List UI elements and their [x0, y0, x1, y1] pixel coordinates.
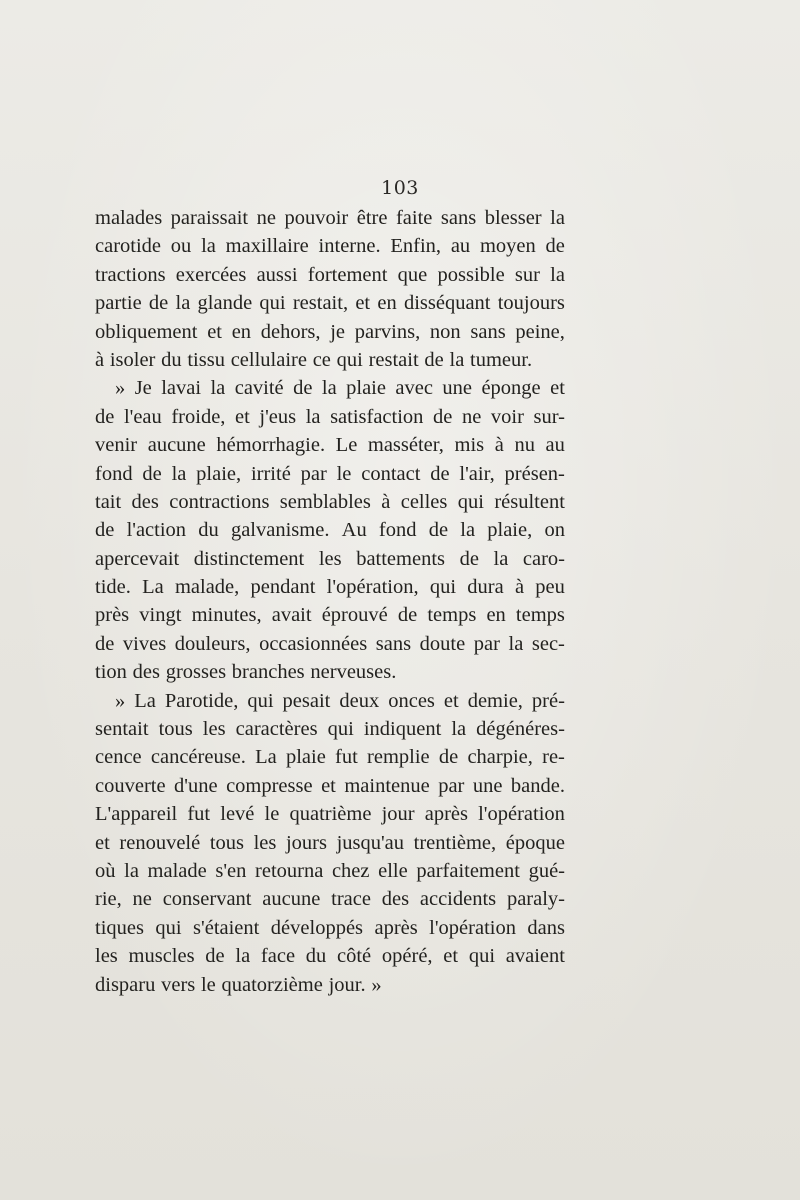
text-line: carotide ou la maxillaire interne. Enfin, au moyen de: [95, 235, 565, 258]
text-line: tractions exercées aussi fortement que possible sur la: [95, 263, 565, 286]
text-line: de l'eau froide, et j'eus la satisfaction de ne voir sur-: [95, 405, 565, 428]
text-line: couverte d'une compresse et maintenue par une bande.: [95, 774, 565, 797]
text-line: tait des contractions semblables à celles qui résultent: [95, 490, 565, 513]
text-line: tiques qui s'étaient développés après l'opération dans: [95, 916, 565, 939]
text-line: obliquement et en dehors, je parvins, non sans peine,: [95, 320, 565, 343]
text-line: rie, ne conservant aucune trace des accidents paraly-: [95, 888, 565, 911]
text-line: apercevait distinctement les battements de la caro-: [95, 547, 565, 570]
text-line: venir aucune hémorrhagie. Le masséter, mis à nu au: [95, 434, 565, 457]
text-line: à isoler du tissu cellulaire ce qui restait de la tumeur.: [95, 348, 533, 371]
text-line: près vingt minutes, avait éprouvé de temps en temps: [95, 604, 565, 627]
page-number: 103: [381, 177, 419, 199]
text-line: les muscles de la face du côté opéré, et qui avaient: [95, 945, 565, 968]
text-line: » Je lavai la cavité de la plaie avec une éponge et: [115, 377, 565, 400]
text-line: L'appareil fut levé le quatrième jour après l'opération: [95, 803, 565, 826]
text-line: et renouvelé tous les jours jusqu'au trentième, époque: [95, 831, 565, 854]
text-line: où la malade s'en retourna chez elle parfaitement gué-: [95, 859, 565, 882]
text-line: disparu vers le quatorzième jour. »: [95, 973, 382, 996]
text-line: de vives douleurs, occasionnées sans doute par la sec-: [95, 632, 565, 655]
text-line: sentait tous les caractères qui indiquent la dégénéres-: [95, 718, 565, 741]
text-line: fond de la plaie, irrité par le contact de l'air, présen-: [95, 462, 565, 485]
text-line: tion des grosses branches nerveuses.: [95, 661, 397, 684]
body-text: [95, 204, 565, 999]
text-line: cence cancéreuse. La plaie fut remplie de charpie, re-: [95, 746, 565, 769]
text-line: de l'action du galvanisme. Au fond de la plaie, on: [95, 519, 565, 542]
text-line: malades paraissait ne pouvoir être faite sans blesser la: [95, 207, 565, 229]
text-line: » La Parotide, qui pesait deux onces et demie, pré-: [115, 689, 565, 712]
text-line: tide. La malade, pendant l'opération, qui dura à peu: [95, 576, 565, 599]
text-line: partie de la glande qui restait, et en disséquant toujours: [95, 292, 565, 315]
